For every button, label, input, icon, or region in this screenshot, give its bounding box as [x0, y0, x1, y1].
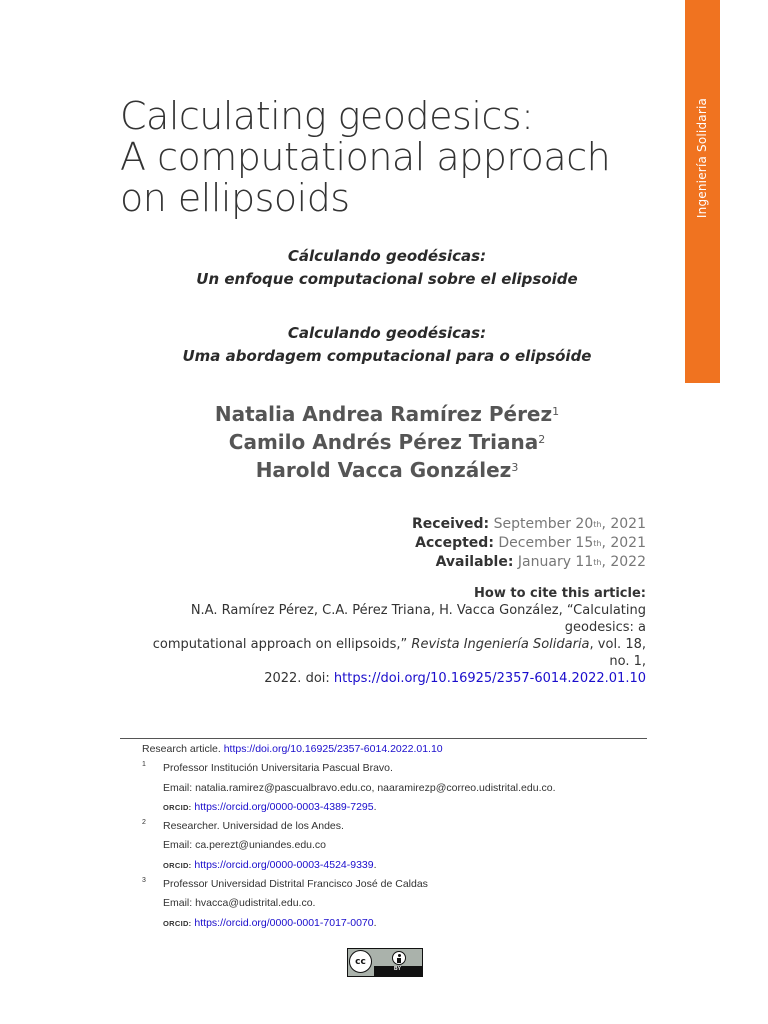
author-affiliation-mark: 1: [552, 405, 560, 418]
spanish-title-line: Cálculando geodésicas:: [287, 247, 487, 265]
accepted-date: [412, 534, 646, 553]
received-ordinal: th: [593, 520, 602, 529]
citation-journal: Revista Ingeniería Solidaria: [411, 637, 590, 652]
citation-line: [140, 670, 646, 687]
received-label: Received:: [412, 516, 490, 532]
cc-license-icon[interactable]: [347, 948, 423, 977]
footnote-affiliation: [142, 876, 652, 895]
author-list: [120, 400, 654, 484]
footnote-number: 1: [142, 761, 146, 769]
affiliation-text: Professor Universidad Distrital Francisco José de Caldas: [163, 878, 428, 891]
cc-by-label: BY: [394, 966, 401, 972]
author-name: Natalia Andrea Ramírez Pérez: [214, 402, 553, 426]
footnote-orcid: [142, 857, 652, 876]
affiliation-text: Researcher. Universidad de los Andes.: [163, 820, 344, 833]
footnote-orcid: [142, 915, 652, 934]
research-article-label: Research article.: [142, 743, 224, 755]
title-line: A computational approach: [120, 135, 611, 179]
available-date: [412, 553, 646, 572]
portuguese-title: [120, 322, 654, 368]
author: [120, 428, 654, 456]
publication-dates: [412, 515, 646, 572]
journal-side-tab: [685, 0, 720, 383]
portuguese-title-line: Uma abordagem computacional para o elipsóide: [182, 347, 592, 365]
attribution-person-icon: [392, 951, 406, 965]
available-label: Available:: [435, 554, 514, 570]
footnote-email: Email: natalia.ramirez@pascualbravo.edu.co, naaramirezp@correo.udistrital.edu.co.: [163, 781, 556, 794]
author-affiliation-mark: 3: [511, 461, 519, 474]
spanish-title-line: Un enfoque computacional sobre el elipsoide: [196, 270, 578, 288]
spanish-title: [120, 245, 654, 291]
orcid-label: ORCID:: [163, 918, 192, 928]
author-name: Harold Vacca González: [255, 458, 512, 482]
footnote-number: 2: [142, 819, 146, 827]
author-name: Camilo Andrés Pérez Triana: [228, 430, 539, 454]
citation-heading: How to cite this article:: [474, 586, 646, 601]
citation-line: N.A. Ramírez Pérez, C.A. Pérez Triana, H. Vacca González, “Calculating geodesics: a: [190, 603, 646, 635]
footnotes: [142, 741, 652, 934]
orcid-link[interactable]: https://orcid.org/0000-0001-7017-0070: [194, 916, 374, 929]
title-line: Calculating geodesics:: [120, 94, 534, 138]
research-doi-link[interactable]: https://doi.org/10.16925/2357-6014.2022.01.10: [223, 743, 443, 755]
accepted-day: December 15: [498, 535, 594, 551]
citation-line: [140, 636, 646, 670]
citation-doi-link[interactable]: https://doi.org/10.16925/2357-6014.2022.01.10: [333, 671, 646, 686]
cc-logo-icon: cc: [349, 950, 372, 973]
research-article-note: [142, 741, 652, 760]
available-day: January 11: [517, 554, 594, 570]
portuguese-title-line: Calculando geodésicas:: [287, 324, 487, 342]
footnote-orcid: [142, 799, 652, 818]
article-title: [120, 96, 660, 219]
author-affiliation-mark: 2: [538, 433, 546, 446]
orcid-period: .: [373, 858, 377, 871]
orcid-label: ORCID:: [163, 860, 192, 870]
journal-name: Ingeniería Solidaria: [695, 97, 709, 219]
received-day: September 20: [493, 516, 594, 532]
orcid-link[interactable]: https://orcid.org/0000-0003-4389-7295: [194, 800, 374, 813]
footnote-email: Email: hvacca@udistrital.edu.co.: [163, 897, 316, 910]
citation-block: [140, 585, 646, 687]
received-date: [412, 515, 646, 534]
affiliation-text: Professor Institución Universitaria Pascual Bravo.: [163, 762, 393, 775]
author: [120, 400, 654, 428]
footnote-email: Email: ca.perezt@uniandes.edu.co: [163, 839, 327, 852]
citation-volume: , vol. 18, no. 1,: [589, 637, 646, 669]
footnote-affiliation: [142, 760, 652, 779]
orcid-period: .: [373, 800, 377, 813]
available-ordinal: th: [593, 558, 602, 567]
footnote-number: 3: [142, 877, 146, 885]
footnote-affiliation: [142, 818, 652, 837]
accepted-year: , 2021: [601, 535, 646, 551]
title-line: on ellipsoids: [120, 176, 350, 220]
orcid-label: ORCID:: [163, 802, 192, 812]
received-year: , 2021: [601, 516, 646, 532]
citation-year: 2022. doi:: [264, 671, 334, 686]
author: [120, 456, 654, 484]
accepted-label: Accepted:: [415, 535, 494, 551]
available-year: , 2022: [601, 554, 646, 570]
orcid-period: .: [373, 916, 377, 929]
footnote-divider: [120, 738, 647, 739]
orcid-link[interactable]: https://orcid.org/0000-0003-4524-9339: [194, 858, 374, 871]
accepted-ordinal: th: [593, 539, 602, 548]
citation-text: computational approach on ellipsoids,”: [152, 637, 412, 652]
